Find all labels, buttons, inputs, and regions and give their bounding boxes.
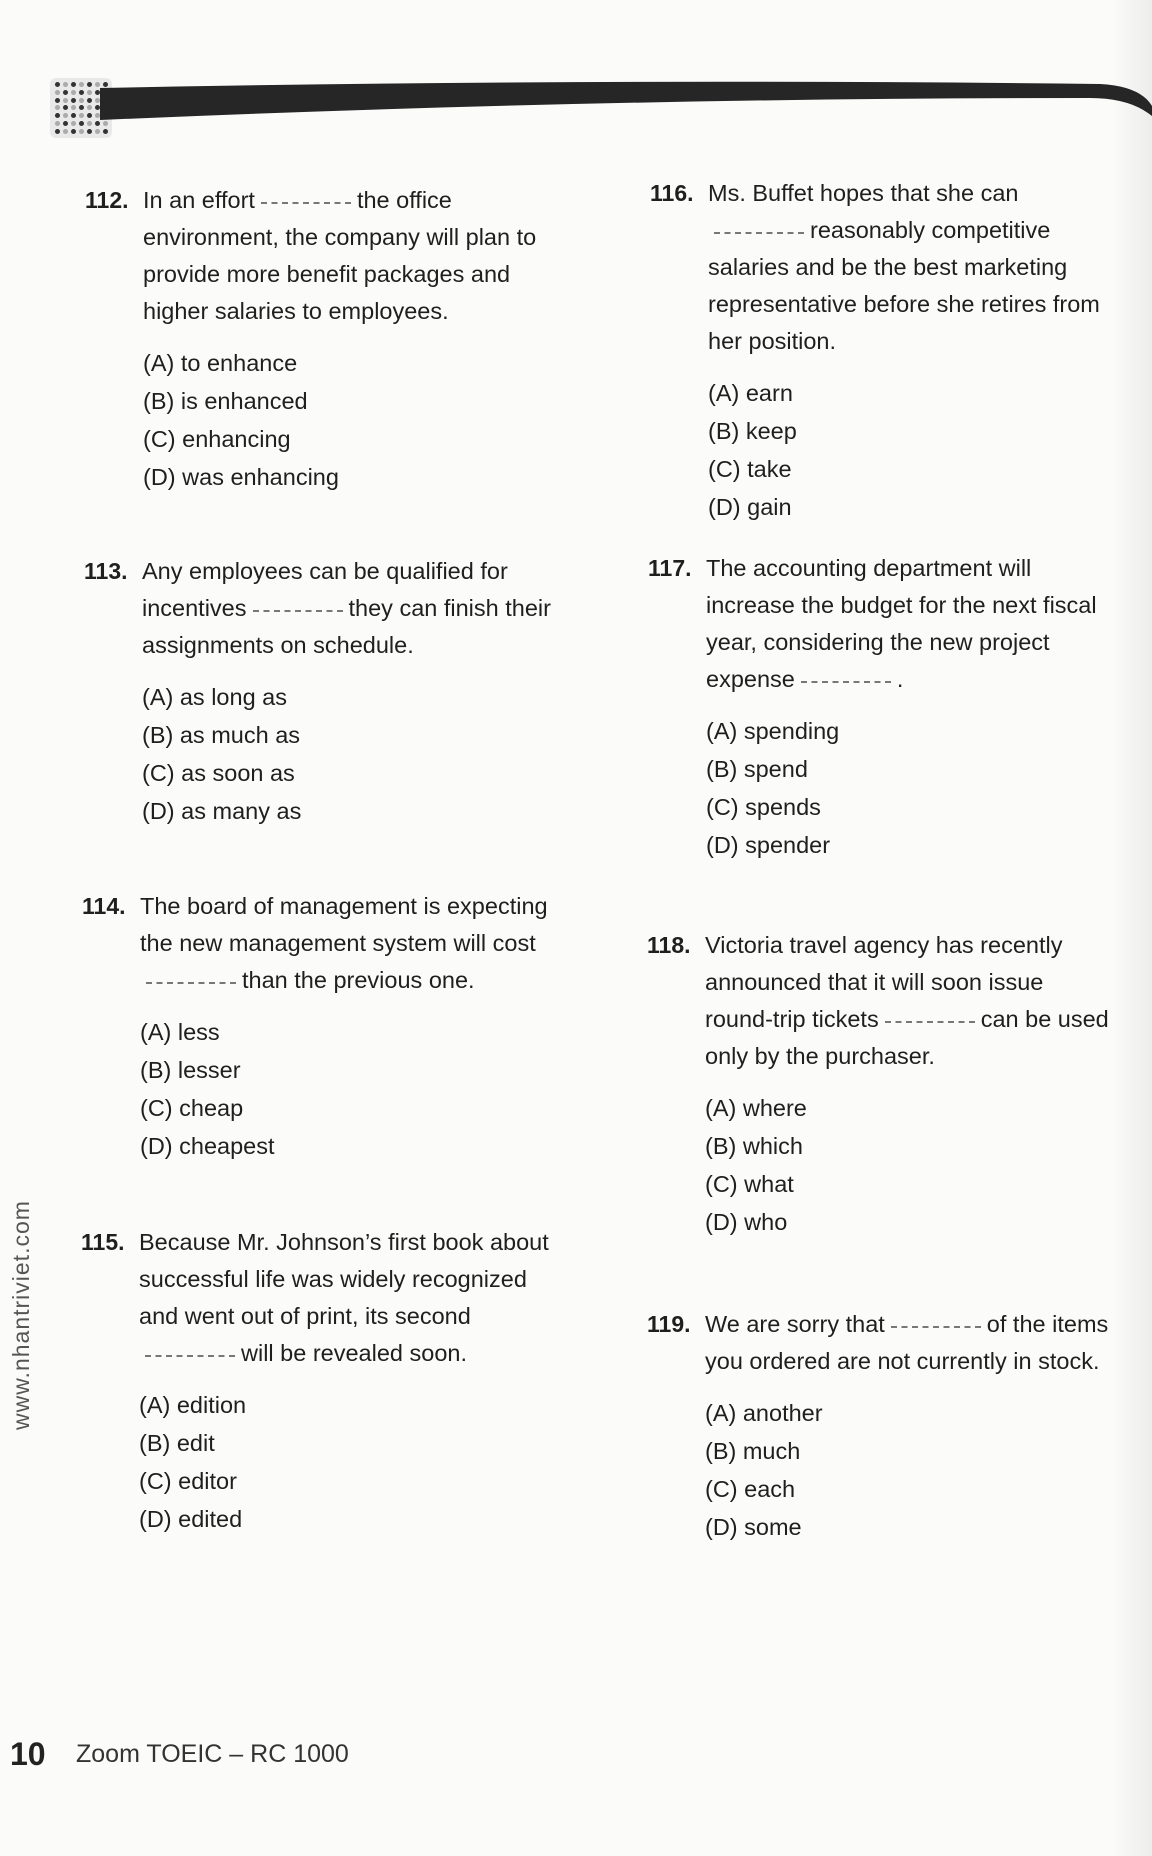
option-c[interactable]: (C) editor [139,1468,237,1494]
option-b[interactable]: (B) which [705,1133,803,1159]
question-text: We are sorry that of the items you ordered are not currently in stock. [705,1311,1109,1374]
option-b[interactable]: (B) as much as [142,722,301,748]
answer-blank [714,231,804,234]
option-c[interactable]: (C) what [705,1171,794,1197]
publisher-url: www.nhantriviet.com [8,1200,34,1430]
option-d[interactable]: (D) as many as [142,798,302,824]
option-a[interactable]: (A) earn [708,380,793,406]
question-number: 119. [647,1311,691,1337]
answer-options [705,1394,1117,1546]
option-d[interactable]: (D) spender [706,832,831,858]
answer-blank [801,680,891,683]
option-c[interactable]: (C) enhancing [143,426,291,452]
answer-blank [253,609,343,612]
option-a[interactable]: (A) another [705,1400,823,1426]
answer-blank [885,1020,975,1023]
question-number: 115. [81,1229,125,1255]
question-text: Ms. Buffet hopes that she canreasonably competitive salaries and be the best marketing representative before she retires from her position. [708,180,1100,354]
question-text: Any employees can be qualified for incentives they can finish their assignments on schedule. [142,558,551,658]
option-a[interactable]: (A) as long as [142,684,287,710]
question-number: 116. [650,180,694,206]
answer-options [139,1386,551,1538]
book-title: Zoom TOEIC – RC 1000 [76,1740,349,1768]
option-b[interactable]: (B) keep [708,418,797,444]
answer-options [706,712,1118,864]
question-118 [647,927,1117,1241]
question-number: 117. [648,555,692,581]
answer-options [708,374,1120,526]
answer-blank [145,1354,235,1357]
question-text: Victoria travel agency has recently announced that it will soon issue round-trip tickets can be used only by the purchaser. [705,932,1109,1069]
option-a[interactable]: (A) to enhance [143,350,298,376]
answer-options [705,1089,1117,1241]
option-b[interactable]: (B) lesser [140,1057,241,1083]
option-d[interactable]: (D) edited [139,1506,243,1532]
answer-blank [146,981,236,984]
option-d[interactable]: (D) gain [708,494,792,520]
option-c[interactable]: (C) each [705,1476,796,1502]
question-text: The accounting department will increase the budget for the next fiscal year, considering the new project expense . [706,555,1097,692]
option-a[interactable]: (A) spending [706,718,840,744]
answer-blank [891,1325,981,1328]
option-c[interactable]: (C) as soon as [142,760,295,786]
header-bar [100,76,1152,126]
question-112 [85,182,555,496]
option-c[interactable]: (C) spends [706,794,821,820]
question-116 [650,175,1120,526]
option-b[interactable]: (B) is enhanced [143,388,308,414]
question-119 [647,1306,1117,1546]
answer-options [143,344,555,496]
option-a[interactable]: (A) edition [139,1392,247,1418]
option-b[interactable]: (B) spend [706,756,808,782]
question-text: Because Mr. Johnson’s first book about successful life was widely recognized and went out of print, its secondwill be revealed soon. [139,1229,549,1366]
answer-blank [261,201,351,204]
page-number: 10 [10,1736,46,1772]
option-d[interactable]: (D) was enhancing [143,464,339,490]
option-c[interactable]: (C) take [708,456,792,482]
option-a[interactable]: (A) less [140,1019,220,1045]
option-a[interactable]: (A) where [705,1095,807,1121]
question-114 [82,888,552,1165]
question-113 [84,553,554,830]
question-number: 114. [82,893,126,919]
option-c[interactable]: (C) cheap [140,1095,244,1121]
question-number: 113. [84,558,128,584]
option-b[interactable]: (B) edit [139,1430,215,1456]
option-b[interactable]: (B) much [705,1438,801,1464]
question-117 [648,550,1118,864]
question-text: In an effort the office environment, the company will plan to provide more benefit packages and higher salaries to employees. [143,187,537,324]
option-d[interactable]: (D) cheapest [140,1133,275,1159]
question-number: 118. [647,932,691,958]
option-d[interactable]: (D) some [705,1514,802,1540]
answer-options [142,678,554,830]
option-d[interactable]: (D) who [705,1209,788,1235]
question-number: 112. [85,187,129,213]
answer-options [140,1013,552,1165]
question-115 [81,1224,551,1538]
question-text: The board of management is expecting the new management system will costthan the previous one. [140,893,548,993]
